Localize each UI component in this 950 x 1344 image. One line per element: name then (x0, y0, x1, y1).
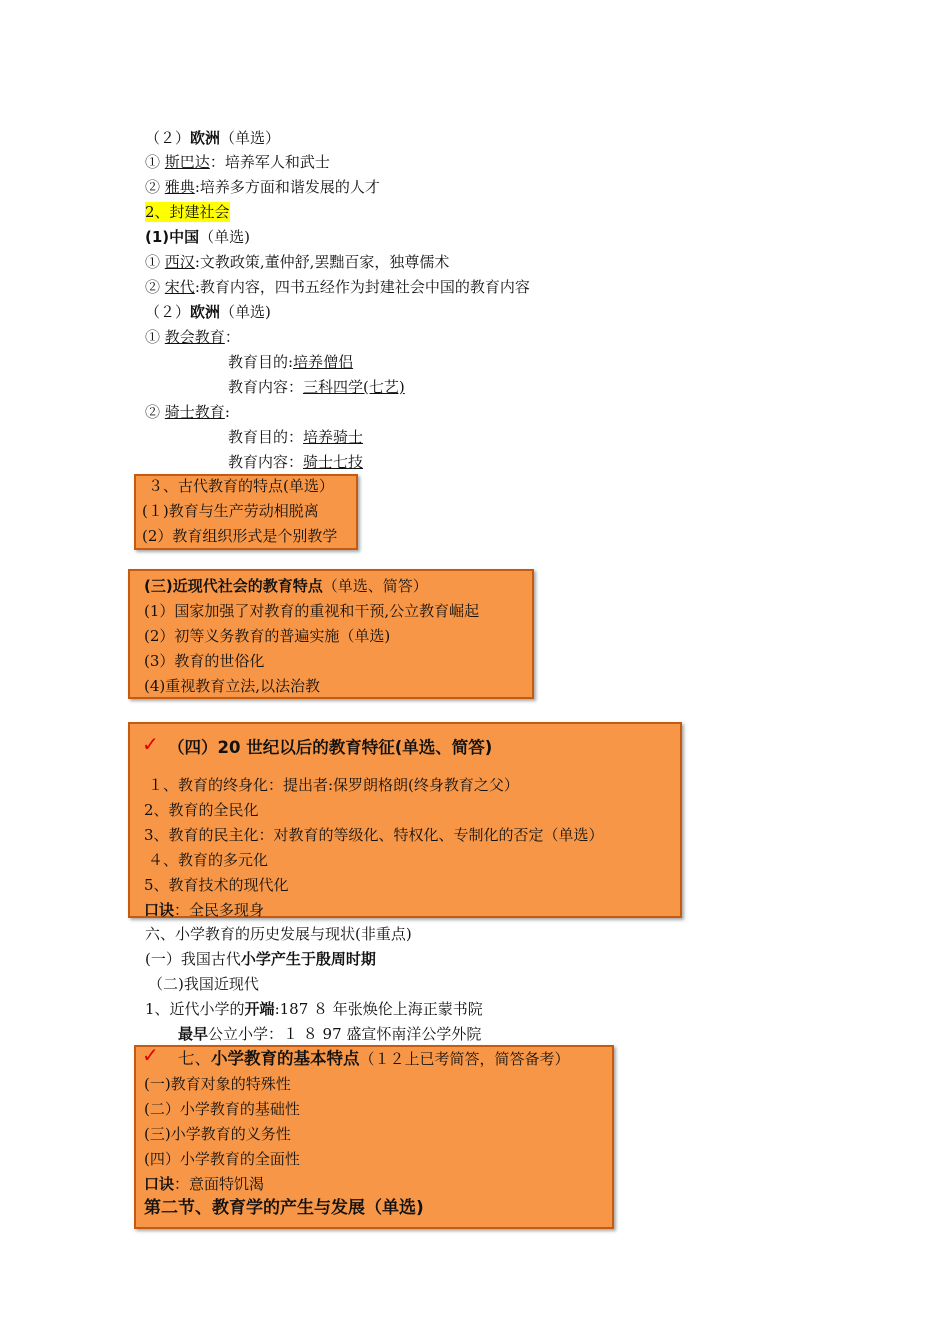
checkmark-icon: ✓ (142, 732, 159, 756)
box-line: (二）小学教育的基础性 (144, 1100, 300, 1118)
item-term: 教会教育 (164, 328, 225, 346)
prefix: (一）我国古代 (145, 950, 241, 968)
list-item (145, 327, 240, 347)
china-heading-note: （单选) (199, 228, 251, 246)
item-term: 宋代 (164, 278, 195, 296)
bold-text: 最早 (178, 1025, 209, 1043)
box-line: １、教育的终身化：提出者:保罗朗格朗(终身教育之父） (148, 776, 519, 794)
box-line: (一)教育对象的特殊性 (144, 1075, 291, 1093)
box-line: 2、教育的全民化 (144, 801, 259, 819)
box-title-note: （单选、简答） (322, 577, 428, 595)
list-item (145, 277, 530, 297)
item-number: ① (145, 153, 161, 171)
item-suffix: : (224, 403, 230, 421)
title-note: （１２上已考简答，简答备考） (359, 1050, 570, 1068)
section6-first-school (145, 999, 483, 1019)
item-number: ② (145, 178, 161, 196)
item-term: 雅典 (164, 178, 195, 196)
item-term: 西汉 (164, 253, 195, 271)
box-line: (三)小学教育的义务性 (144, 1125, 291, 1143)
text: 公立小学：１ ８ 97 盛宣怀南洋公学外院 (208, 1025, 482, 1043)
box-line: (2）初等义务教育的普遍实施（单选) (144, 627, 391, 645)
label: 教育内容： (228, 378, 304, 396)
box-line: (四）小学教育的全面性 (144, 1150, 300, 1168)
checkmark-icon: ✓ (142, 1043, 159, 1067)
value: 培养骑士 (303, 428, 364, 446)
box-line: (2）教育组织形式是个别教学 (142, 527, 338, 545)
item-number: ① (145, 253, 161, 271)
feudal-title: 2、封建社会 (145, 203, 230, 221)
value: 培养僧侣 (293, 353, 354, 371)
value: 骑士七技 (303, 453, 364, 471)
mnemonic-label: 口诀 (144, 901, 175, 919)
heading-bold: 欧洲 (190, 303, 221, 321)
section6-ancient (145, 949, 376, 969)
list-item (145, 177, 380, 197)
box-title (144, 576, 428, 596)
box-title: （四）20 世纪以后的教育特征(单选、简答) (168, 738, 493, 757)
item-number: ② (145, 278, 161, 296)
item-desc: :培养多方面和谐发展的人才 (194, 178, 380, 196)
europe-heading-note: （单选） (220, 129, 281, 147)
heading-num: （２） (145, 303, 191, 321)
mnemonic-text: ：意面特饥渴 (174, 1175, 265, 1193)
europe-heading (145, 128, 280, 148)
label: 教育内容： (228, 453, 304, 471)
box-line: 5、教育技术的现代化 (144, 876, 289, 894)
box-line: 3、教育的民主化：对教育的等级化、特权化、专制化的否定（单选） (144, 826, 604, 844)
section6-public-school (178, 1024, 481, 1044)
china-heading-bold: (1)中国 (145, 228, 200, 246)
title-prefix: 七、 (178, 1049, 211, 1068)
prefix: 1、近代小学的 (145, 1000, 245, 1018)
box-line: ３、古代教育的特点(单选） (148, 477, 334, 495)
box-title-bold: (三)近现代社会的教育特点 (144, 577, 323, 595)
box-line: (3）教育的世俗化 (144, 652, 265, 670)
mnemonic (144, 1174, 264, 1194)
europe-feudal-heading (145, 302, 271, 322)
label: 教育目的： (228, 428, 304, 446)
mnemonic-label: 口诀 (144, 1175, 175, 1193)
box-line: (1）国家加强了对教育的重视和干预,公立教育崛起 (144, 602, 480, 620)
section6-modern: （二)我国近现代 (148, 975, 259, 993)
item-desc: :文教政策,董仲舒,罢黜百家，独尊儒术 (194, 253, 450, 271)
title-bold: 小学教育的基本特点 (211, 1049, 360, 1068)
bold-text: 小学产生于殷周时期 (240, 950, 376, 968)
item-desc: ：培养军人和武士 (209, 153, 330, 171)
box-line: (4)重视教育立法,以法治教 (144, 677, 321, 695)
europe-heading-bold: 欧洲 (190, 129, 221, 147)
item-number: ① (145, 328, 161, 346)
section2-title: 第二节、教育学的产生与发展（单选) (144, 1198, 424, 1218)
church-content (228, 377, 405, 397)
item-desc: :教育内容，四书五经作为封建社会中国的教育内容 (194, 278, 530, 296)
europe-heading-num: （２） (145, 129, 191, 147)
item-term: 骑士教育 (164, 403, 225, 421)
box-title (178, 1049, 570, 1069)
knight-goal (228, 427, 363, 447)
box-line: (１)教育与生产劳动相脱离 (142, 502, 319, 520)
label: 教育目的: (228, 353, 294, 371)
text: :187 ８ 年张焕伦上海正蒙书院 (274, 1000, 483, 1018)
section6-title: 六、小学教育的历史发展与现状(非重点) (145, 925, 412, 943)
china-heading (145, 227, 250, 247)
bold-text: 开端 (244, 1000, 275, 1018)
box-line: ４、教育的多元化 (148, 851, 269, 869)
mnemonic-text: ：全民多现身 (174, 901, 265, 919)
knight-content (228, 452, 363, 472)
list-item (145, 252, 449, 272)
church-goal (228, 352, 353, 372)
item-number: ② (145, 403, 161, 421)
list-item (145, 152, 330, 172)
value: 三科四学(七艺) (303, 378, 405, 396)
list-item (145, 402, 230, 422)
mnemonic (144, 900, 264, 920)
item-suffix: ： (224, 328, 240, 346)
heading-note: （单选) (220, 303, 271, 321)
item-term: 斯巴达 (164, 153, 210, 171)
